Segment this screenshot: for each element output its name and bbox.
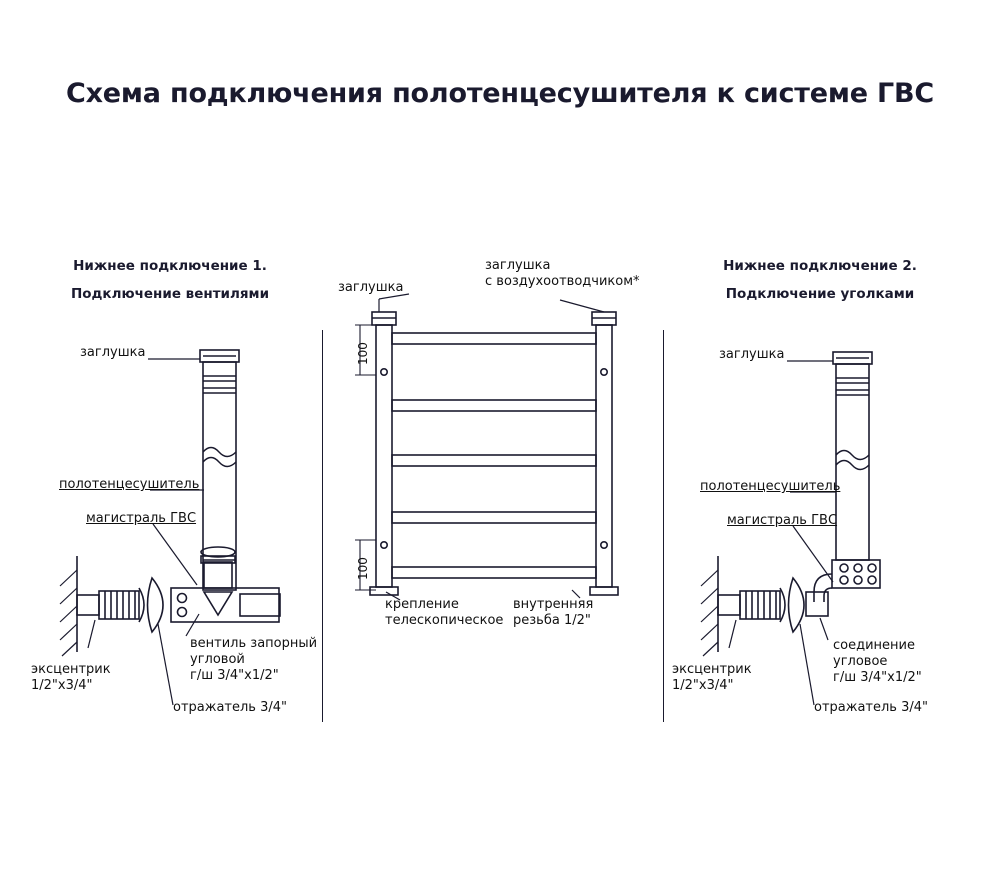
right-elbow-line3: г/ш 3/4"х1/2" — [833, 670, 922, 685]
center-label-thread — [513, 597, 593, 629]
left-heading-line1: Нижнее подключение 1. — [73, 258, 267, 274]
left-label-plug: заглушка — [80, 345, 146, 360]
center-label-air-vent — [485, 258, 640, 290]
right-label-reflector: отражатель 3/4" — [814, 700, 928, 715]
center-thread-line2: резьба 1/2" — [513, 613, 591, 628]
left-label-hot-water-line: магистраль ГВС — [86, 511, 197, 526]
page-title: Схема подключения полотенцесушителя к системе ГВС — [65, 78, 935, 109]
right-panel-heading — [680, 252, 960, 308]
left-panel-heading — [40, 252, 300, 308]
center-dimension-top: 100 — [356, 342, 370, 365]
right-elbow-line1: соединение — [833, 638, 915, 653]
center-label-mount — [385, 597, 503, 629]
center-assembly — [355, 294, 618, 600]
right-heading-line1: Нижнее подключение 2. — [723, 258, 917, 274]
right-label-hot-water-line: магистраль ГВС — [727, 513, 838, 528]
left-valve-line3: г/ш 3/4"х1/2" — [190, 668, 279, 683]
left-label-eccentric — [31, 662, 111, 694]
center-mount-line2: телескопическое — [385, 613, 504, 628]
right-elbow-line2: угловое — [833, 654, 888, 669]
right-eccentric-line2: 1/2"х3/4" — [672, 678, 734, 693]
left-valve-line2: угловой — [190, 652, 245, 667]
right-label-eccentric — [672, 662, 752, 694]
left-eccentric-line2: 1/2"х3/4" — [31, 678, 93, 693]
right-label-elbow — [833, 638, 922, 686]
center-mount-line1: крепление — [385, 597, 459, 612]
center-air-vent-line2: с воздухоотводчиком* — [485, 274, 640, 289]
divider-right — [663, 330, 664, 722]
center-label-plug: заглушка — [338, 280, 404, 295]
right-label-towel-rail: полотенцесушитель — [700, 479, 841, 494]
left-eccentric-line1: эксцентрик — [31, 662, 111, 677]
right-heading-line2: Подключение уголками — [725, 286, 915, 302]
left-heading-line2: Подключение вентилями — [70, 286, 270, 302]
left-valve-line1: вентиль запорный — [190, 636, 318, 651]
center-thread-line1: внутренняя — [513, 597, 594, 612]
left-label-towel-rail: полотенцесушитель — [59, 477, 200, 492]
center-dimension-bottom: 100 — [356, 557, 370, 580]
divider-left — [322, 330, 323, 722]
left-label-reflector: отражатель 3/4" — [173, 700, 287, 715]
right-eccentric-line1: эксцентрик — [672, 662, 752, 677]
left-label-valve — [190, 636, 317, 684]
center-air-vent-line1: заглушка — [485, 258, 551, 273]
right-label-plug: заглушка — [719, 347, 785, 362]
